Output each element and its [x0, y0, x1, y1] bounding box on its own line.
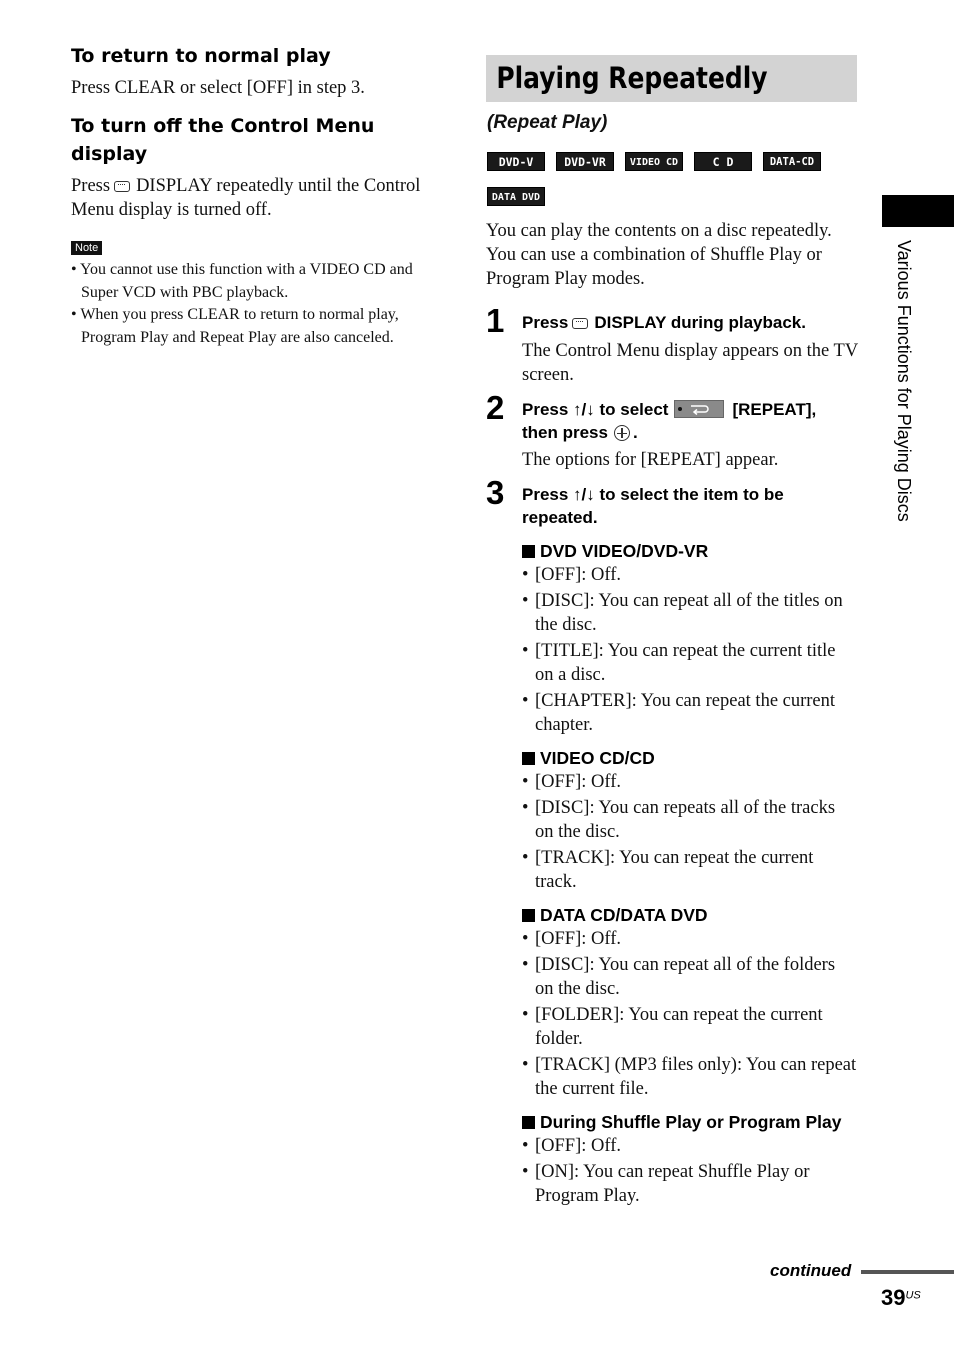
- side-tab-marker: [882, 195, 954, 227]
- note-item: • When you press CLEAR to return to normal play, Program Play and Repeat Play are also canceled.: [71, 306, 399, 346]
- square-bullet-icon: [522, 909, 535, 922]
- square-bullet-icon: [522, 545, 535, 558]
- section-title-bar: [486, 55, 857, 102]
- square-bullet-icon: [522, 1116, 535, 1129]
- step-3-number: 3: [486, 474, 505, 511]
- section-dvd: [522, 540, 858, 737]
- repeat-options: [522, 540, 858, 1210]
- square-bullet-icon: [522, 752, 535, 765]
- return-text: Press CLEAR or select [OFF] in step 3.: [71, 78, 365, 98]
- step-1-heading: Press DISPLAY during playback.: [522, 313, 806, 332]
- step-3-heading: Press ↑/↓ to select the item to be repeated.: [522, 485, 784, 527]
- page-number: $39^{US}$: [881, 1285, 921, 1310]
- list-item: • [ON]: You can repeat Shuffle Play or Program Play.: [522, 1160, 858, 1208]
- list-item: • [DISC]: You can repeat all of the titles on the disc.: [522, 589, 858, 637]
- turnoff-text: [71, 174, 446, 222]
- list-item: • [TRACK]: You can repeat the current track.: [522, 846, 858, 894]
- section-shuffle: [522, 1111, 858, 1208]
- badge-data-dvd: DATA DVD: [487, 187, 545, 206]
- enter-icon: [614, 425, 630, 441]
- list-item: • [OFF]: Off.: [522, 1134, 858, 1158]
- step-2-body: The options for [REPEAT] appear.: [522, 450, 779, 470]
- list-item: • [OFF]: Off.: [522, 927, 858, 951]
- display-icon: [572, 318, 588, 329]
- intro-text: You can play the contents on a disc repeatedly. You can use a combination of Shuffle Play or Program Play modes.: [486, 221, 832, 289]
- step-2-number: 2: [486, 389, 505, 426]
- note-list: [71, 259, 446, 349]
- turnoff-rest: DISPLAY repeatedly until the Control Menu display is turned off.: [71, 176, 421, 220]
- badge-video-cd: VIDEO CD: [625, 152, 683, 171]
- return-heading: To return to normal play: [71, 45, 331, 67]
- badge-data-cd: DATA-CD: [763, 152, 821, 171]
- step-2-heading: Press ↑/↓ to select [REPEAT], then press .: [522, 400, 817, 442]
- display-icon: [114, 181, 130, 192]
- list-item: • [TITLE]: You can repeat the current title on a disc.: [522, 639, 858, 687]
- continued-rule: [861, 1270, 954, 1274]
- turnoff-press: Press: [71, 176, 111, 196]
- step-1-body: The Control Menu display appears on the TV screen.: [522, 341, 858, 385]
- continued-label: continued: [770, 1261, 852, 1280]
- side-tab-label: Various Functions for Playing Discs: [894, 240, 914, 522]
- list-item: • [CHAPTER]: You can repeat the current chapter.: [522, 689, 858, 737]
- turnoff-heading: To turn off the Control Menu display: [71, 115, 375, 165]
- note-block: [71, 238, 446, 349]
- list-item: • [DISC]: You can repeat all of the folders on the disc.: [522, 953, 858, 1001]
- note-label: Note: [71, 241, 102, 255]
- section-vcd: [522, 747, 858, 894]
- section-heading: DVD VIDEO/DVD-VR: [522, 540, 858, 562]
- note-item: • You cannot use this function with a VIDEO CD and Super VCD with PBC playback.: [71, 261, 413, 301]
- step-1-number: 1: [486, 302, 505, 339]
- page-title: Playing Repeatedly: [496, 61, 768, 95]
- badge-dvd-v: DVD-V: [487, 152, 545, 171]
- page-subtitle: (Repeat Play): [487, 112, 608, 133]
- list-item: • [TRACK] (MP3 files only): You can repeat the current file.: [522, 1053, 858, 1101]
- list-item: • [OFF]: Off.: [522, 770, 858, 794]
- list-item: • [DISC]: You can repeats all of the tracks on the disc.: [522, 796, 858, 844]
- left-column: [71, 42, 446, 349]
- section-heading: During Shuffle Play or Program Play: [522, 1111, 858, 1133]
- section-heading: VIDEO CD/CD: [522, 747, 858, 769]
- list-item: • [FOLDER]: You can repeat the current folder.: [522, 1003, 858, 1051]
- list-item: • [OFF]: Off.: [522, 563, 858, 587]
- section-data: [522, 904, 858, 1101]
- repeat-icon: [674, 400, 724, 418]
- badge-cd: C D: [694, 152, 752, 171]
- section-heading: DATA CD/DATA DVD: [522, 904, 858, 926]
- badge-dvd-vr: DVD-VR: [556, 152, 614, 171]
